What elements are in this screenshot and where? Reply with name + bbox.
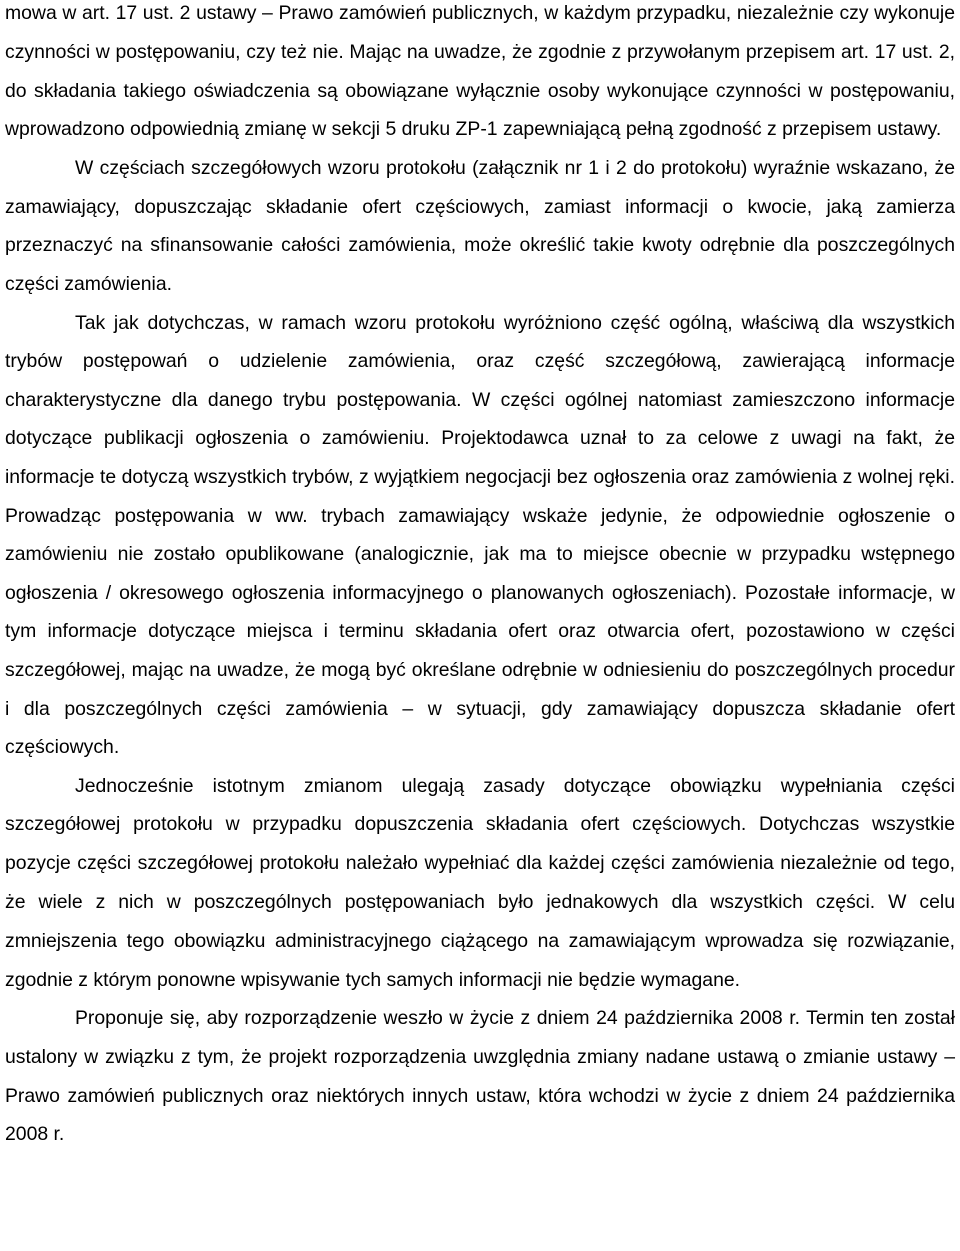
paragraph-3: Tak jak dotychczas, w ramach wzoru protokołu wyróżniono część ogólną, właściwą dla wszystkich trybów postępowań o udzielenie zamówienia, oraz część szczegółową, zawierającą informacje charakterystyczne dla danego trybu postępowania. W części ogólnej natomiast zamieszczono informacje dotyczące publikacji ogłoszenia o zamówieniu. Projektodawca uznał to za celowe z uwagi na fakt, że informacje te dotyczą wszystkich trybów, z wyjątkiem negocjacji bez ogłoszenia oraz zamówienia z wolnej ręki. Prowadząc postępowania w ww. trybach zamawiający wskaże jedynie, że odpowiednie ogłoszenie o zamówieniu nie zostało opublikowane (analogicznie, jak ma to miejsce obecnie w przypadku wstępnego ogłoszenia / okresowego ogłoszenia informacyjnego o planowanych ogłoszeniach). Pozostałe informacje, w tym informacje dotyczące miejsca i terminu składania ofert oraz otwarcia ofert, pozostawiono w części szczegółowej, mając na uwadze, że mogą być określane odrębnie w odniesieniu do poszczególnych procedur i dla poszczególnych części zamówienia – w sytuacji, gdy zamawiający dopuszcza składanie ofert częściowych. [5, 311, 955, 759]
paragraph-1: mowa w art. 17 ust. 2 ustawy – Prawo zamówień publicznych, w każdym przypadku, niezależnie czy wykonuje czynności w postępowaniu, czy też nie. Mając na uwadze, że zgodnie z przywołanym przepisem art. 17 ust. 2, do składania takiego oświadczenia są obowiązane wyłącznie osoby wykonujące czynności w postępowaniu, wprowadzono odpowiednią zmianę w sekcji 5 druku ZP-1 zapewniającą pełną zgodność z przepisem ustawy. [5, 2, 955, 141]
paragraph-2: W częściach szczegółowych wzoru protokołu (załącznik nr 1 i 2 do protokołu) wyraźnie wskazano, że zamawiający, dopuszczając składanie ofert częściowych, zamiast informacji o kwocie, jaką zamierza przeznaczyć na sfinansowanie całości zamówienia, może określić takie kwoty odrębnie dla poszczególnych części zamówienia. [5, 157, 955, 295]
paragraph-4: Jednocześnie istotnym zmianom ulegają zasady dotyczące obowiązku wypełniania części szczegółowej protokołu w przypadku dopuszczenia składania ofert częściowych. Dotychczas wszystkie pozycje części szczegółowej protokołu należało wypełniać dla każdej części zamówienia niezależnie od tego, że wiele z nich w poszczególnych postępowaniach było jednakowych dla wszystkich części. W celu zmniejszenia tego obowiązku administracyjnego ciążącego na zamawiającym wprowadza się rozwiązanie, zgodnie z którym ponowne wpisywanie tych samych informacji nie będzie wymagane. [5, 774, 955, 991]
paragraph-5: Proponuje się, aby rozporządzenie weszło w życie z dniem 24 października 2008 r. Termin ten został ustalony w związku z tym, że projekt rozporządzenia uwzględnia zmiany nadane ustawą o zmianie ustawy – Prawo zamówień publicznych oraz niektórych innych ustaw, która wchodzi w życie z dniem 24 października 2008 r. [5, 1007, 955, 1146]
document-page [5, 0, 955, 1154]
